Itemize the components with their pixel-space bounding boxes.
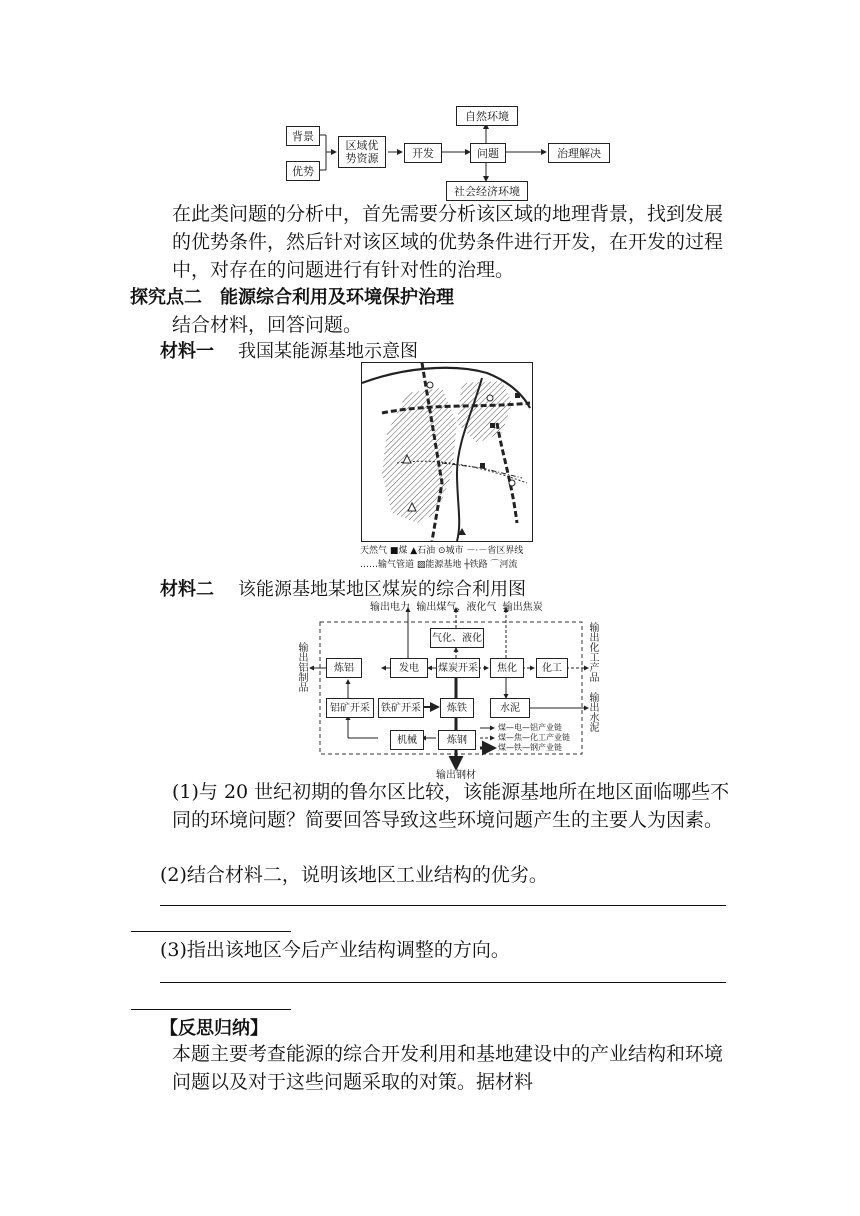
coal-utilization-diagram (290, 600, 600, 781)
answer-line-q2-b[interactable] (131, 931, 291, 932)
node-chemical: 化工 (536, 658, 568, 678)
question-3: (3)指出该地区今后产业结构调整的方向。 (160, 939, 510, 961)
map-legend-row2: ……输气管道 ▨能源基地 ┼铁路 ⌒河流 (360, 560, 518, 570)
right-output-label-2: 输出水泥 (587, 692, 598, 732)
node-iron-mining: 铁矿开采 (378, 698, 424, 718)
material1-caption: 我国某能源基地示意图 (238, 341, 419, 362)
coal-symbol (480, 463, 485, 468)
answer-line-q3-b[interactable] (131, 1009, 291, 1010)
node-gasification: 气化、液化 (430, 628, 484, 648)
flow-solve-box: 治理解决 (548, 143, 610, 163)
answer-line-q3-a[interactable] (160, 982, 726, 983)
material2-label: 材料二 (160, 579, 214, 600)
node-aluminum-smelting: 炼铝 (326, 658, 362, 678)
railway-3 (497, 423, 517, 523)
instruction-text: 结合材料，回答问题。 (172, 314, 363, 336)
material2-caption: 该能源基地某地区煤炭的综合利用图 (238, 579, 527, 600)
flow-problem-box: 问题 (470, 143, 506, 163)
coal-symbol (490, 423, 495, 428)
city-symbol (487, 395, 493, 401)
energy-base-area-east (457, 381, 512, 443)
node-iron-smelting: 炼铁 (440, 698, 474, 718)
question-1: (1)与 20 世纪初期的鲁尔区比较，该能源基地所在地区面临哪些不同的环境问题？简要回答导致这些环境问题产生的主要人为因素。 (172, 781, 730, 831)
top-flow-diagram (280, 104, 610, 200)
flow-advantage-box: 优势 (286, 161, 320, 181)
flow-develop-box: 开发 (404, 143, 442, 163)
flow-resources-box: 区域优势资源 (338, 136, 386, 168)
material1-label: 材料一 (160, 341, 214, 362)
map-legend-row1: 天然气 ■煤 ▲石油 ⊙城市 －·－省区界线 (360, 546, 524, 556)
flow-socio-env-box: 社会经济环境 (446, 181, 528, 201)
city-symbol (427, 382, 433, 388)
answer-line-q2-a[interactable] (160, 905, 726, 906)
node-coal-mining: 煤炭开采 (436, 658, 480, 678)
energy-base-map (361, 362, 533, 542)
left-output-label: 输出铝制品 (296, 642, 307, 692)
reflection-text: 本题主要考查能源的综合开发利用和基地建设中的产业结构和环境问题以及对于这些问题采取的对策。据材料 (172, 1043, 724, 1093)
bottom-output-label: 输出钢材 (436, 770, 476, 781)
map-graphic (362, 363, 532, 541)
legend-chain-1: 煤—电—铝产业链 (498, 723, 562, 732)
node-power: 发电 (390, 658, 428, 678)
node-machinery: 机械 (390, 730, 424, 750)
analysis-paragraph: 在此类问题的分析中，首先需要分析该区域的地理背景，找到发展的优势条件，然后针对该区域的优势条件进行开发，在开发的过程中，对存在的问题进行有针对性的治理。 (172, 203, 724, 281)
reflection-title: 【反思归纳】 (160, 1018, 268, 1039)
flow-natural-env-box: 自然环境 (456, 106, 518, 126)
node-bauxite-mining: 铝矿开采 (326, 698, 374, 718)
city-symbol (509, 480, 515, 486)
question-2: (2)结合材料二，说明该地区工业结构的优劣。 (160, 864, 548, 886)
right-output-label-1: 输出化工产品 (587, 622, 598, 682)
legend-chain-3: 煤—铁—钢产业链 (498, 743, 562, 752)
legend-chain-2: 煤—焦—化工产业链 (498, 733, 570, 742)
coal-symbol (515, 393, 520, 398)
section-title: 探究点二 能源综合利用及环境保护治理 (130, 287, 454, 308)
top-outputs-label: 输出电力 输出煤气、液化气 输出焦炭 (370, 602, 543, 613)
node-cement: 水泥 (490, 698, 530, 718)
node-steel: 炼钢 (438, 730, 476, 750)
flow-background-box: 背景 (286, 126, 320, 146)
node-coking: 焦化 (490, 658, 524, 678)
